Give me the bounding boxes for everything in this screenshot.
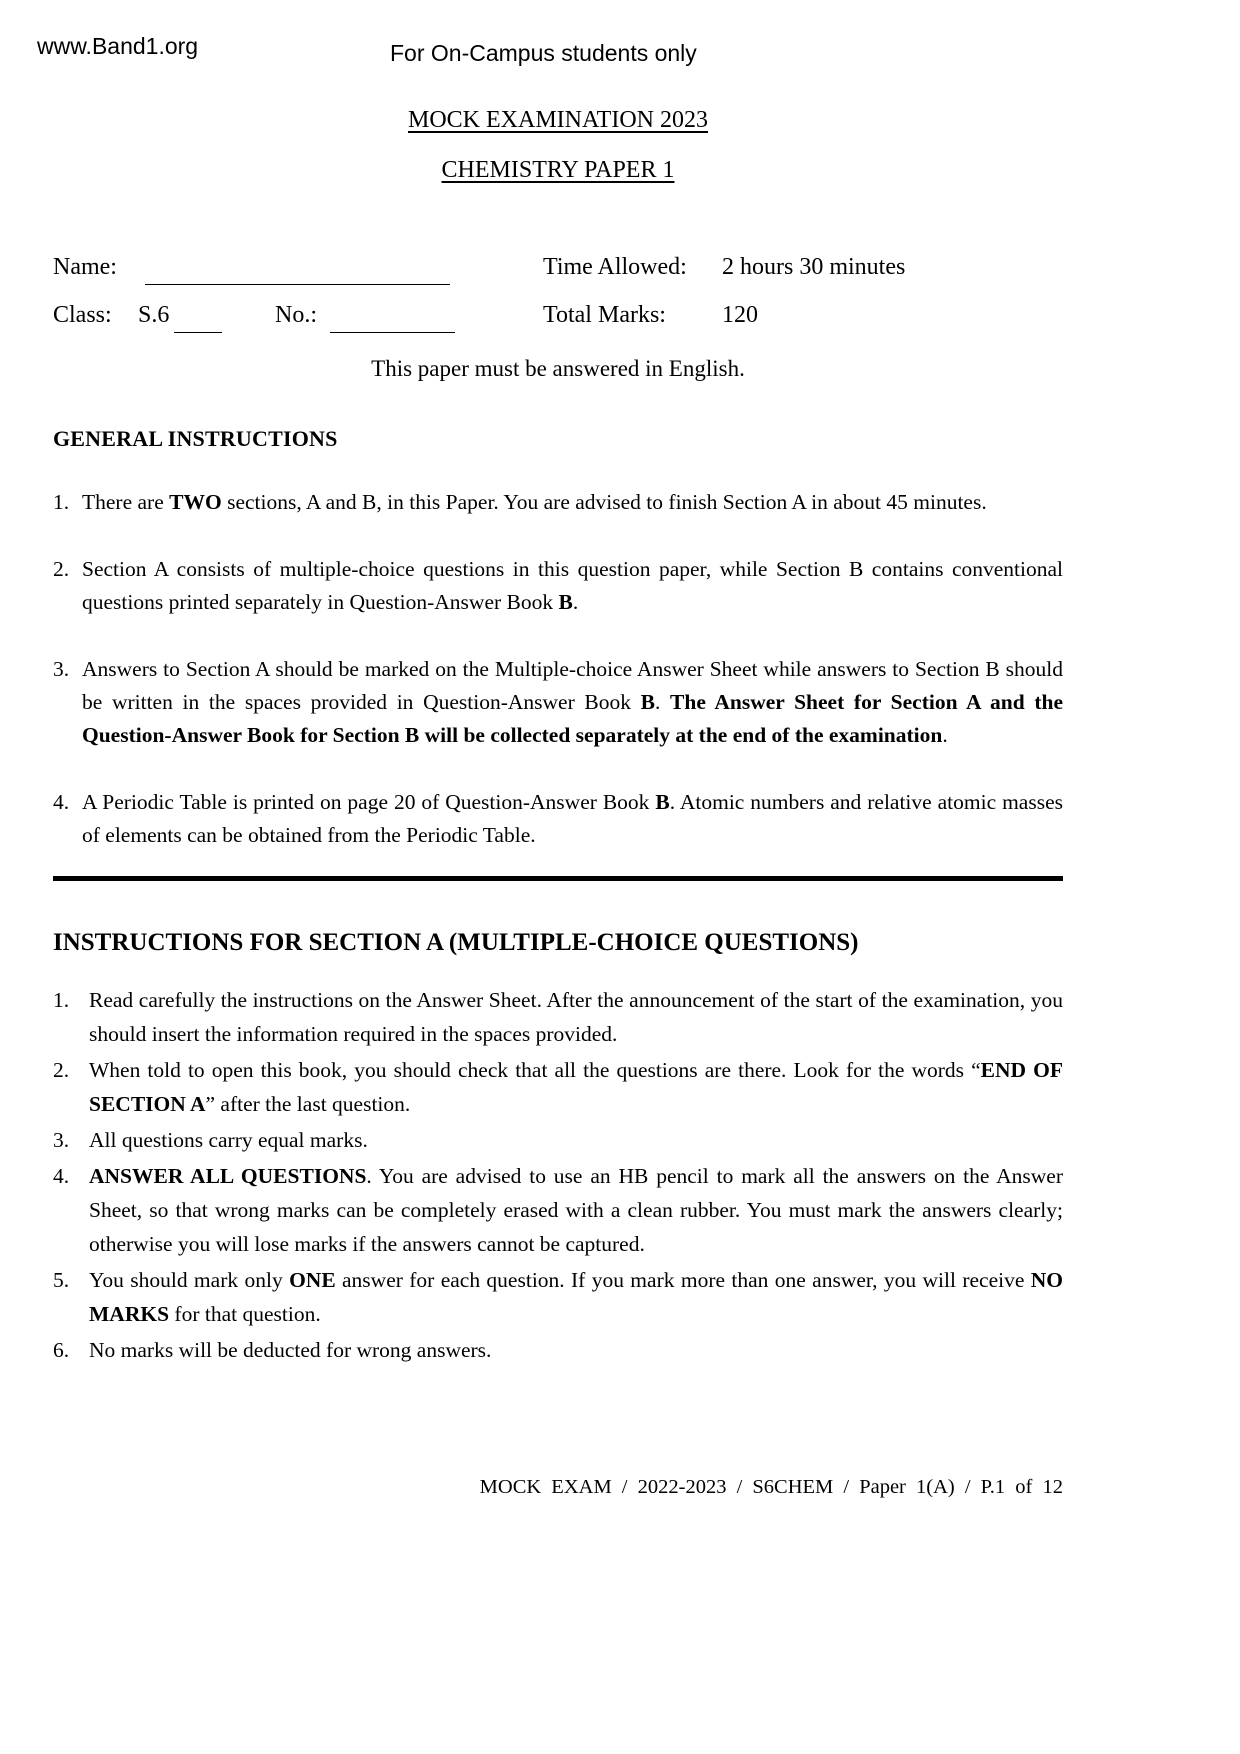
section-a-instructions-heading: INSTRUCTIONS FOR SECTION A (MULTIPLE-CHOICE QUESTIONS) <box>53 929 859 956</box>
item-text: Read carefully the instructions on the Answer Sheet. After the announcement of the start of the examination, you should insert the information required in the spaces provided. <box>89 988 1063 1046</box>
total-marks-label: Total Marks: <box>543 302 666 328</box>
item-number: 5. <box>53 1268 70 1292</box>
item-text: There are TWO sections, A and B, in this Paper. You are advised to finish Section A in about 45 minutes. <box>82 490 987 514</box>
item-number: 1. <box>53 988 70 1012</box>
instruction-item <box>53 486 1063 519</box>
instruction-item <box>53 1053 1063 1121</box>
time-allowed-label: Time Allowed: <box>543 254 687 280</box>
paper-title: CHEMISTRY PAPER 1 <box>441 157 675 183</box>
class-blank-line <box>174 302 222 333</box>
general-instructions-heading: GENERAL INSTRUCTIONS <box>53 426 338 451</box>
name-label: Name: <box>53 254 117 280</box>
item-text: You should mark only ONE answer for each question. If you mark more than one answer, you will receive NO MARKS for that question. <box>89 1268 1063 1326</box>
title-block <box>53 107 1063 184</box>
item-text: A Periodic Table is printed on page 20 of Question-Answer Book B. Atomic numbers and relative atomic masses of elements can be obtained from the Periodic Table. <box>82 790 1063 847</box>
instruction-item <box>53 653 1063 752</box>
total-marks-value: 120 <box>722 302 758 328</box>
class-value: S.6 <box>138 302 170 328</box>
item-text: All questions carry equal marks. <box>89 1128 368 1152</box>
instruction-item <box>53 553 1063 619</box>
item-text: No marks will be deducted for wrong answers. <box>89 1338 492 1362</box>
exam-title: MOCK EXAMINATION 2023 <box>408 107 708 133</box>
class-label: Class: <box>53 302 112 328</box>
site-url: www.Band1.org <box>37 33 199 59</box>
instruction-item <box>53 1123 1063 1157</box>
audience-note: For On-Campus students only <box>390 40 697 66</box>
item-text: Section A consists of multiple-choice questions in this question paper, while Section B contains conventional questions printed separately in Question-Answer Book B. <box>82 557 1063 614</box>
page-footer: MOCK EXAM / 2022-2023 / S6CHEM / Paper 1(A) / P.1 of 12 <box>479 1476 1063 1498</box>
instruction-item <box>53 786 1063 852</box>
item-number: 3. <box>53 1128 70 1152</box>
number-label: No.: <box>275 302 317 328</box>
item-number: 2. <box>53 557 70 581</box>
number-blank-line <box>330 302 455 333</box>
instruction-item <box>53 983 1063 1051</box>
item-number: 2. <box>53 1058 70 1082</box>
language-note: This paper must be answered in English. <box>371 356 745 381</box>
item-number: 4. <box>53 1164 70 1188</box>
general-instructions-list <box>53 486 1063 852</box>
section-a-instructions-list <box>53 983 1063 1367</box>
top-bar <box>37 33 1063 67</box>
item-text: When told to open this book, you should check that all the questions are there. Look for the words “END OF SECTION A” after the last question. <box>89 1058 1064 1116</box>
instruction-item <box>53 1263 1063 1331</box>
time-allowed-value: 2 hours 30 minutes <box>722 254 906 280</box>
item-text: Answers to Section A should be marked on the Multiple-choice Answer Sheet while answers to Section B should be written in the spaces provided in Question-Answer Book B. The Answer Sheet for Section A and the Question-Answer Book for Section B will be collected separately at the end of the examination. <box>82 657 1063 747</box>
section-divider-rule <box>53 876 1063 881</box>
instruction-item <box>53 1333 1063 1367</box>
item-number: 6. <box>53 1338 70 1362</box>
instruction-item <box>53 1159 1063 1261</box>
candidate-info-block <box>53 254 1063 334</box>
item-number: 3. <box>53 657 70 681</box>
item-number: 4. <box>53 790 70 814</box>
item-text: ANSWER ALL QUESTIONS. You are advised to use an HB pencil to mark all the answers on the Answer Sheet, so that wrong marks can be completely erased with a clean rubber. You must mark the answers clearly; otherwise you will lose marks if the answers cannot be captured. <box>89 1164 1063 1256</box>
name-blank-line <box>145 254 450 285</box>
item-number: 1. <box>53 490 70 514</box>
